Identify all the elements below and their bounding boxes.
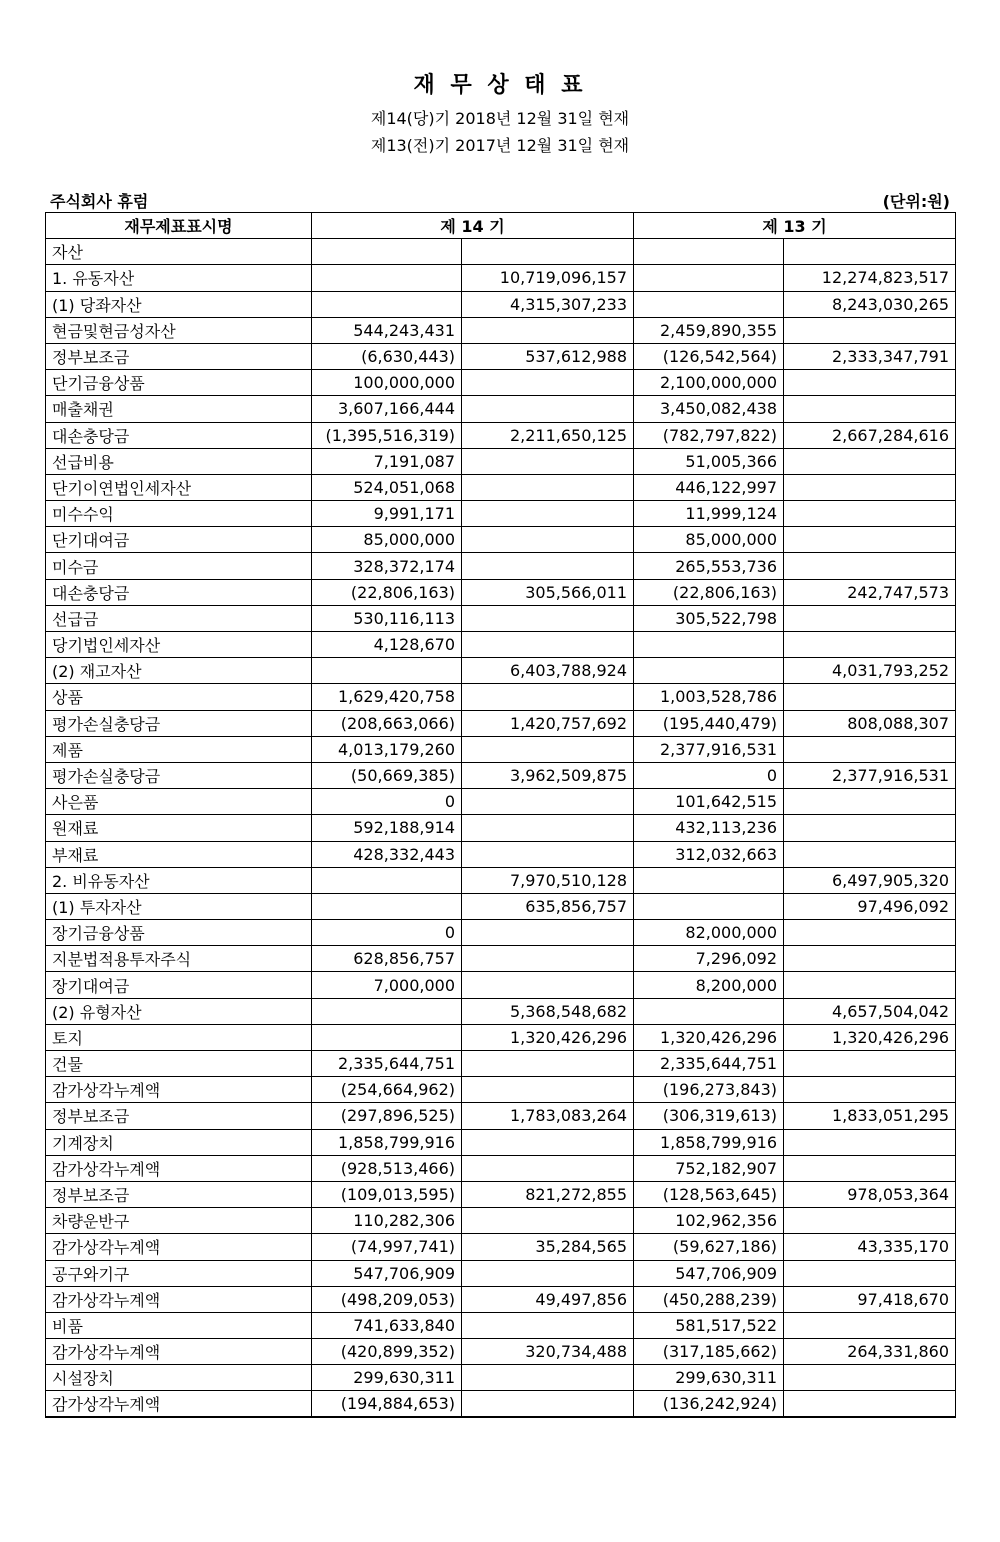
prior-total-cell: 1,833,051,295 xyxy=(784,1103,956,1129)
prior-detail-cell: 102,962,356 xyxy=(634,1208,784,1234)
row-label: 평가손실충당금 xyxy=(46,762,312,788)
table-row xyxy=(46,265,956,291)
row-label: 부재료 xyxy=(46,841,312,867)
current-detail-cell: 7,000,000 xyxy=(312,972,462,998)
current-detail-cell: 428,332,443 xyxy=(312,841,462,867)
current-total-cell: 35,284,565 xyxy=(462,1234,634,1260)
prior-detail-cell: 51,005,366 xyxy=(634,448,784,474)
row-label: 대손충당금 xyxy=(46,422,312,448)
prior-detail-cell: 1,858,799,916 xyxy=(634,1129,784,1155)
prior-total-cell: 2,667,284,616 xyxy=(784,422,956,448)
prior-detail-cell: 432,113,236 xyxy=(634,815,784,841)
prior-detail-cell: (195,440,479) xyxy=(634,710,784,736)
table-row xyxy=(46,1286,956,1312)
row-label: 선급비용 xyxy=(46,448,312,474)
prior-total-cell: 978,053,364 xyxy=(784,1181,956,1207)
current-total-cell: 49,497,856 xyxy=(462,1286,634,1312)
current-detail-cell xyxy=(312,658,462,684)
prior-detail-cell: 1,003,528,786 xyxy=(634,684,784,710)
table-row xyxy=(46,1077,956,1103)
current-detail-cell: (254,664,962) xyxy=(312,1077,462,1103)
prior-total-cell xyxy=(784,448,956,474)
current-detail-cell: (498,209,053) xyxy=(312,1286,462,1312)
current-total-cell: 1,783,083,264 xyxy=(462,1103,634,1129)
row-label: (1) 당좌자산 xyxy=(46,291,312,317)
current-detail-cell: 0 xyxy=(312,920,462,946)
current-detail-cell: 544,243,431 xyxy=(312,317,462,343)
prior-total-cell: 242,747,573 xyxy=(784,579,956,605)
prior-total-cell xyxy=(784,1208,956,1234)
table-row xyxy=(46,1208,956,1234)
current-detail-cell: 4,128,670 xyxy=(312,632,462,658)
header-prior-period: 제 13 기 xyxy=(634,213,956,239)
prior-total-cell xyxy=(784,789,956,815)
prior-total-cell xyxy=(784,1312,956,1338)
row-label: 정부보조금 xyxy=(46,343,312,369)
current-total-cell xyxy=(462,946,634,972)
row-label: 기계장치 xyxy=(46,1129,312,1155)
prior-detail-cell: 446,122,997 xyxy=(634,474,784,500)
prior-detail-cell: 581,517,522 xyxy=(634,1312,784,1338)
current-total-cell: 7,970,510,128 xyxy=(462,867,634,893)
row-label: 현금및현금성자산 xyxy=(46,317,312,343)
table-row xyxy=(46,291,956,317)
current-detail-cell: (297,896,525) xyxy=(312,1103,462,1129)
prior-detail-cell: 11,999,124 xyxy=(634,501,784,527)
current-detail-cell: (1,395,516,319) xyxy=(312,422,462,448)
table-row xyxy=(46,422,956,448)
row-label: 단기이연법인세자산 xyxy=(46,474,312,500)
prior-total-cell xyxy=(784,632,956,658)
prior-total-cell xyxy=(784,1391,956,1417)
current-detail-cell: 628,856,757 xyxy=(312,946,462,972)
prior-total-cell: 97,418,670 xyxy=(784,1286,956,1312)
prior-total-cell xyxy=(784,317,956,343)
current-total-cell: 10,719,096,157 xyxy=(462,265,634,291)
current-total-cell xyxy=(462,527,634,553)
prior-total-cell: 2,377,916,531 xyxy=(784,762,956,788)
current-detail-cell xyxy=(312,998,462,1024)
prior-total-cell xyxy=(784,527,956,553)
table-row xyxy=(46,1391,956,1417)
row-label: 대손충당금 xyxy=(46,579,312,605)
table-row xyxy=(46,710,956,736)
current-detail-cell: (208,663,066) xyxy=(312,710,462,736)
table-row xyxy=(46,343,956,369)
current-detail-cell: (6,630,443) xyxy=(312,343,462,369)
current-detail-cell: 299,630,311 xyxy=(312,1365,462,1391)
current-detail-cell xyxy=(312,265,462,291)
row-label: 시설장치 xyxy=(46,1365,312,1391)
current-total-cell xyxy=(462,448,634,474)
current-detail-cell: 592,188,914 xyxy=(312,815,462,841)
row-label: 미수수익 xyxy=(46,501,312,527)
prior-total-cell xyxy=(784,946,956,972)
table-row xyxy=(46,239,956,265)
row-label: 단기대여금 xyxy=(46,527,312,553)
row-label: 미수금 xyxy=(46,553,312,579)
prior-detail-cell xyxy=(634,867,784,893)
prior-detail-cell: 2,335,644,751 xyxy=(634,1051,784,1077)
prior-total-cell xyxy=(784,1077,956,1103)
row-label: 정부보조금 xyxy=(46,1103,312,1129)
current-total-cell: 1,320,426,296 xyxy=(462,1024,634,1050)
table-row xyxy=(46,1260,956,1286)
current-total-cell xyxy=(462,1312,634,1338)
row-label: 건물 xyxy=(46,1051,312,1077)
current-detail-cell: 1,629,420,758 xyxy=(312,684,462,710)
prior-total-cell xyxy=(784,1365,956,1391)
row-label: (2) 재고자산 xyxy=(46,658,312,684)
row-label: 장기대여금 xyxy=(46,972,312,998)
current-detail-cell xyxy=(312,291,462,317)
prior-total-cell xyxy=(784,841,956,867)
row-label: 단기금융상품 xyxy=(46,370,312,396)
row-label: 감가상각누계액 xyxy=(46,1155,312,1181)
prior-total-cell xyxy=(784,370,956,396)
current-detail-cell: 3,607,166,444 xyxy=(312,396,462,422)
table-row xyxy=(46,736,956,762)
current-total-cell: 2,211,650,125 xyxy=(462,422,634,448)
prior-detail-cell: (59,627,186) xyxy=(634,1234,784,1260)
current-total-cell xyxy=(462,789,634,815)
table-row xyxy=(46,527,956,553)
table-row xyxy=(46,1129,956,1155)
table-row xyxy=(46,1155,956,1181)
table-row xyxy=(46,1103,956,1129)
prior-total-cell xyxy=(784,474,956,500)
row-label: 평가손실충당금 xyxy=(46,710,312,736)
table-row xyxy=(46,946,956,972)
prior-total-cell: 264,331,860 xyxy=(784,1339,956,1365)
current-total-cell: 6,403,788,924 xyxy=(462,658,634,684)
prior-detail-cell: (317,185,662) xyxy=(634,1339,784,1365)
row-label: 감가상각누계액 xyxy=(46,1391,312,1417)
current-detail-cell: (50,669,385) xyxy=(312,762,462,788)
prior-total-cell xyxy=(784,1129,956,1155)
row-label: (2) 유형자산 xyxy=(46,998,312,1024)
table-row xyxy=(46,1024,956,1050)
current-total-cell: 5,368,548,682 xyxy=(462,998,634,1024)
current-detail-cell xyxy=(312,867,462,893)
table-row xyxy=(46,1181,956,1207)
prior-detail-cell: (22,806,163) xyxy=(634,579,784,605)
row-label: 사은품 xyxy=(46,789,312,815)
current-detail-cell: 2,335,644,751 xyxy=(312,1051,462,1077)
prior-total-cell: 12,274,823,517 xyxy=(784,265,956,291)
current-detail-cell: (74,997,741) xyxy=(312,1234,462,1260)
prior-detail-cell: 752,182,907 xyxy=(634,1155,784,1181)
row-label: 공구와기구 xyxy=(46,1260,312,1286)
prior-detail-cell: 3,450,082,438 xyxy=(634,396,784,422)
prior-detail-cell: (126,542,564) xyxy=(634,343,784,369)
prior-detail-cell: 85,000,000 xyxy=(634,527,784,553)
current-detail-cell: 7,191,087 xyxy=(312,448,462,474)
current-detail-cell: 547,706,909 xyxy=(312,1260,462,1286)
table-row xyxy=(46,815,956,841)
current-total-cell xyxy=(462,396,634,422)
prior-total-cell xyxy=(784,815,956,841)
current-total-cell xyxy=(462,684,634,710)
current-detail-cell: 9,991,171 xyxy=(312,501,462,527)
prior-detail-cell: 2,459,890,355 xyxy=(634,317,784,343)
current-detail-cell: 1,858,799,916 xyxy=(312,1129,462,1155)
current-total-cell xyxy=(462,815,634,841)
prior-total-cell xyxy=(784,972,956,998)
prior-detail-cell xyxy=(634,658,784,684)
prior-total-cell: 2,333,347,791 xyxy=(784,343,956,369)
current-total-cell xyxy=(462,1155,634,1181)
row-label: 감가상각누계액 xyxy=(46,1339,312,1365)
current-detail-cell xyxy=(312,1024,462,1050)
current-detail-cell: 530,116,113 xyxy=(312,605,462,631)
current-total-cell xyxy=(462,1051,634,1077)
prior-total-cell: 4,031,793,252 xyxy=(784,658,956,684)
current-detail-cell: (420,899,352) xyxy=(312,1339,462,1365)
row-label: 감가상각누계액 xyxy=(46,1286,312,1312)
prior-total-cell: 1,320,426,296 xyxy=(784,1024,956,1050)
prior-total-cell: 4,657,504,042 xyxy=(784,998,956,1024)
prior-detail-cell: (196,273,843) xyxy=(634,1077,784,1103)
header-item: 재무제표표시명 xyxy=(46,213,312,239)
current-total-cell xyxy=(462,1260,634,1286)
table-row xyxy=(46,579,956,605)
prior-detail-cell xyxy=(634,239,784,265)
page-title: 재 무 상 태 표 xyxy=(413,73,587,98)
header-current-period: 제 14 기 xyxy=(312,213,634,239)
row-label: 감가상각누계액 xyxy=(46,1077,312,1103)
table-row xyxy=(46,1365,956,1391)
period-prior: 제13(전)기 2017년 12월 31일 현재 xyxy=(370,136,630,155)
current-detail-cell: 4,013,179,260 xyxy=(312,736,462,762)
table-row xyxy=(46,501,956,527)
table-row xyxy=(46,1339,956,1365)
prior-detail-cell: (306,319,613) xyxy=(634,1103,784,1129)
table-row xyxy=(46,658,956,684)
row-label: 비품 xyxy=(46,1312,312,1338)
row-label: 차량운반구 xyxy=(46,1208,312,1234)
prior-total-cell xyxy=(784,1155,956,1181)
prior-detail-cell: 82,000,000 xyxy=(634,920,784,946)
table-row xyxy=(46,893,956,919)
current-detail-cell: (22,806,163) xyxy=(312,579,462,605)
prior-total-cell xyxy=(784,501,956,527)
table-row xyxy=(46,972,956,998)
table-row xyxy=(46,605,956,631)
current-total-cell xyxy=(462,239,634,265)
prior-detail-cell xyxy=(634,265,784,291)
period-current: 제14(당)기 2018년 12월 31일 현재 xyxy=(370,109,630,128)
row-label: 제품 xyxy=(46,736,312,762)
current-detail-cell: (928,513,466) xyxy=(312,1155,462,1181)
current-total-cell xyxy=(462,370,634,396)
prior-detail-cell xyxy=(634,893,784,919)
prior-total-cell xyxy=(784,684,956,710)
table-row xyxy=(46,396,956,422)
prior-total-cell xyxy=(784,1051,956,1077)
prior-detail-cell: 299,630,311 xyxy=(634,1365,784,1391)
table-row xyxy=(46,998,956,1024)
prior-total-cell xyxy=(784,920,956,946)
prior-detail-cell xyxy=(634,291,784,317)
prior-detail-cell xyxy=(634,998,784,1024)
current-total-cell xyxy=(462,841,634,867)
current-total-cell xyxy=(462,1077,634,1103)
current-total-cell: 537,612,988 xyxy=(462,343,634,369)
prior-total-cell xyxy=(784,605,956,631)
current-detail-cell: 100,000,000 xyxy=(312,370,462,396)
row-label: 지분법적용투자주식 xyxy=(46,946,312,972)
current-detail-cell xyxy=(312,239,462,265)
header-row xyxy=(46,213,956,239)
table-row xyxy=(46,867,956,893)
prior-detail-cell: 8,200,000 xyxy=(634,972,784,998)
current-total-cell: 1,420,757,692 xyxy=(462,710,634,736)
company-name: 주식회사 휴럼 xyxy=(50,192,149,211)
current-total-cell xyxy=(462,1129,634,1155)
current-detail-cell: 110,282,306 xyxy=(312,1208,462,1234)
row-label: (1) 투자자산 xyxy=(46,893,312,919)
unit-label: (단위:원) xyxy=(882,192,950,211)
prior-detail-cell: 305,522,798 xyxy=(634,605,784,631)
prior-detail-cell: 101,642,515 xyxy=(634,789,784,815)
current-total-cell xyxy=(462,605,634,631)
prior-detail-cell: (450,288,239) xyxy=(634,1286,784,1312)
current-detail-cell: 0 xyxy=(312,789,462,815)
table-row xyxy=(46,1051,956,1077)
current-total-cell xyxy=(462,1208,634,1234)
current-total-cell: 305,566,011 xyxy=(462,579,634,605)
current-total-cell xyxy=(462,920,634,946)
row-label: 원재료 xyxy=(46,815,312,841)
table-body xyxy=(46,239,956,1417)
prior-detail-cell: 2,377,916,531 xyxy=(634,736,784,762)
current-total-cell: 635,856,757 xyxy=(462,893,634,919)
prior-detail-cell: 2,100,000,000 xyxy=(634,370,784,396)
current-total-cell xyxy=(462,317,634,343)
table-row xyxy=(46,1234,956,1260)
prior-total-cell xyxy=(784,1260,956,1286)
current-detail-cell: 328,372,174 xyxy=(312,553,462,579)
prior-detail-cell: (128,563,645) xyxy=(634,1181,784,1207)
prior-total-cell xyxy=(784,553,956,579)
current-detail-cell: 741,633,840 xyxy=(312,1312,462,1338)
current-detail-cell xyxy=(312,893,462,919)
current-total-cell: 320,734,488 xyxy=(462,1339,634,1365)
prior-detail-cell: 547,706,909 xyxy=(634,1260,784,1286)
row-label: 매출채권 xyxy=(46,396,312,422)
prior-total-cell xyxy=(784,736,956,762)
table-row xyxy=(46,632,956,658)
row-label: 1. 유동자산 xyxy=(46,265,312,291)
prior-detail-cell: 265,553,736 xyxy=(634,553,784,579)
row-label: 당기법인세자산 xyxy=(46,632,312,658)
balance-sheet-table xyxy=(45,212,956,1418)
row-label: 상품 xyxy=(46,684,312,710)
prior-detail-cell xyxy=(634,632,784,658)
current-detail-cell: 85,000,000 xyxy=(312,527,462,553)
row-label: 토지 xyxy=(46,1024,312,1050)
table-row xyxy=(46,1312,956,1338)
table-row xyxy=(46,448,956,474)
current-detail-cell: (109,013,595) xyxy=(312,1181,462,1207)
row-label: 2. 비유동자산 xyxy=(46,867,312,893)
prior-total-cell: 43,335,170 xyxy=(784,1234,956,1260)
current-total-cell xyxy=(462,1391,634,1417)
prior-detail-cell: 1,320,426,296 xyxy=(634,1024,784,1050)
table-row xyxy=(46,370,956,396)
prior-detail-cell: 0 xyxy=(634,762,784,788)
prior-total-cell xyxy=(784,239,956,265)
prior-total-cell xyxy=(784,396,956,422)
table-row xyxy=(46,841,956,867)
current-total-cell: 4,315,307,233 xyxy=(462,291,634,317)
current-total-cell: 821,272,855 xyxy=(462,1181,634,1207)
prior-total-cell: 97,496,092 xyxy=(784,893,956,919)
row-label: 장기금융상품 xyxy=(46,920,312,946)
prior-total-cell: 6,497,905,320 xyxy=(784,867,956,893)
table-row xyxy=(46,684,956,710)
row-label: 선급금 xyxy=(46,605,312,631)
current-total-cell xyxy=(462,501,634,527)
current-total-cell xyxy=(462,736,634,762)
table-row xyxy=(46,762,956,788)
table-row xyxy=(46,474,956,500)
table-row xyxy=(46,317,956,343)
row-label: 정부보조금 xyxy=(46,1181,312,1207)
row-label: 감가상각누계액 xyxy=(46,1234,312,1260)
prior-detail-cell: 7,296,092 xyxy=(634,946,784,972)
prior-total-cell: 8,243,030,265 xyxy=(784,291,956,317)
table-row xyxy=(46,920,956,946)
current-total-cell xyxy=(462,632,634,658)
prior-total-cell: 808,088,307 xyxy=(784,710,956,736)
current-total-cell: 3,962,509,875 xyxy=(462,762,634,788)
table-row xyxy=(46,789,956,815)
prior-detail-cell: (136,242,924) xyxy=(634,1391,784,1417)
row-label: 자산 xyxy=(46,239,312,265)
current-detail-cell: 524,051,068 xyxy=(312,474,462,500)
current-total-cell xyxy=(462,553,634,579)
prior-detail-cell: 312,032,663 xyxy=(634,841,784,867)
current-total-cell xyxy=(462,474,634,500)
current-total-cell xyxy=(462,972,634,998)
prior-detail-cell: (782,797,822) xyxy=(634,422,784,448)
current-detail-cell: (194,884,653) xyxy=(312,1391,462,1417)
current-total-cell xyxy=(462,1365,634,1391)
table-row xyxy=(46,553,956,579)
